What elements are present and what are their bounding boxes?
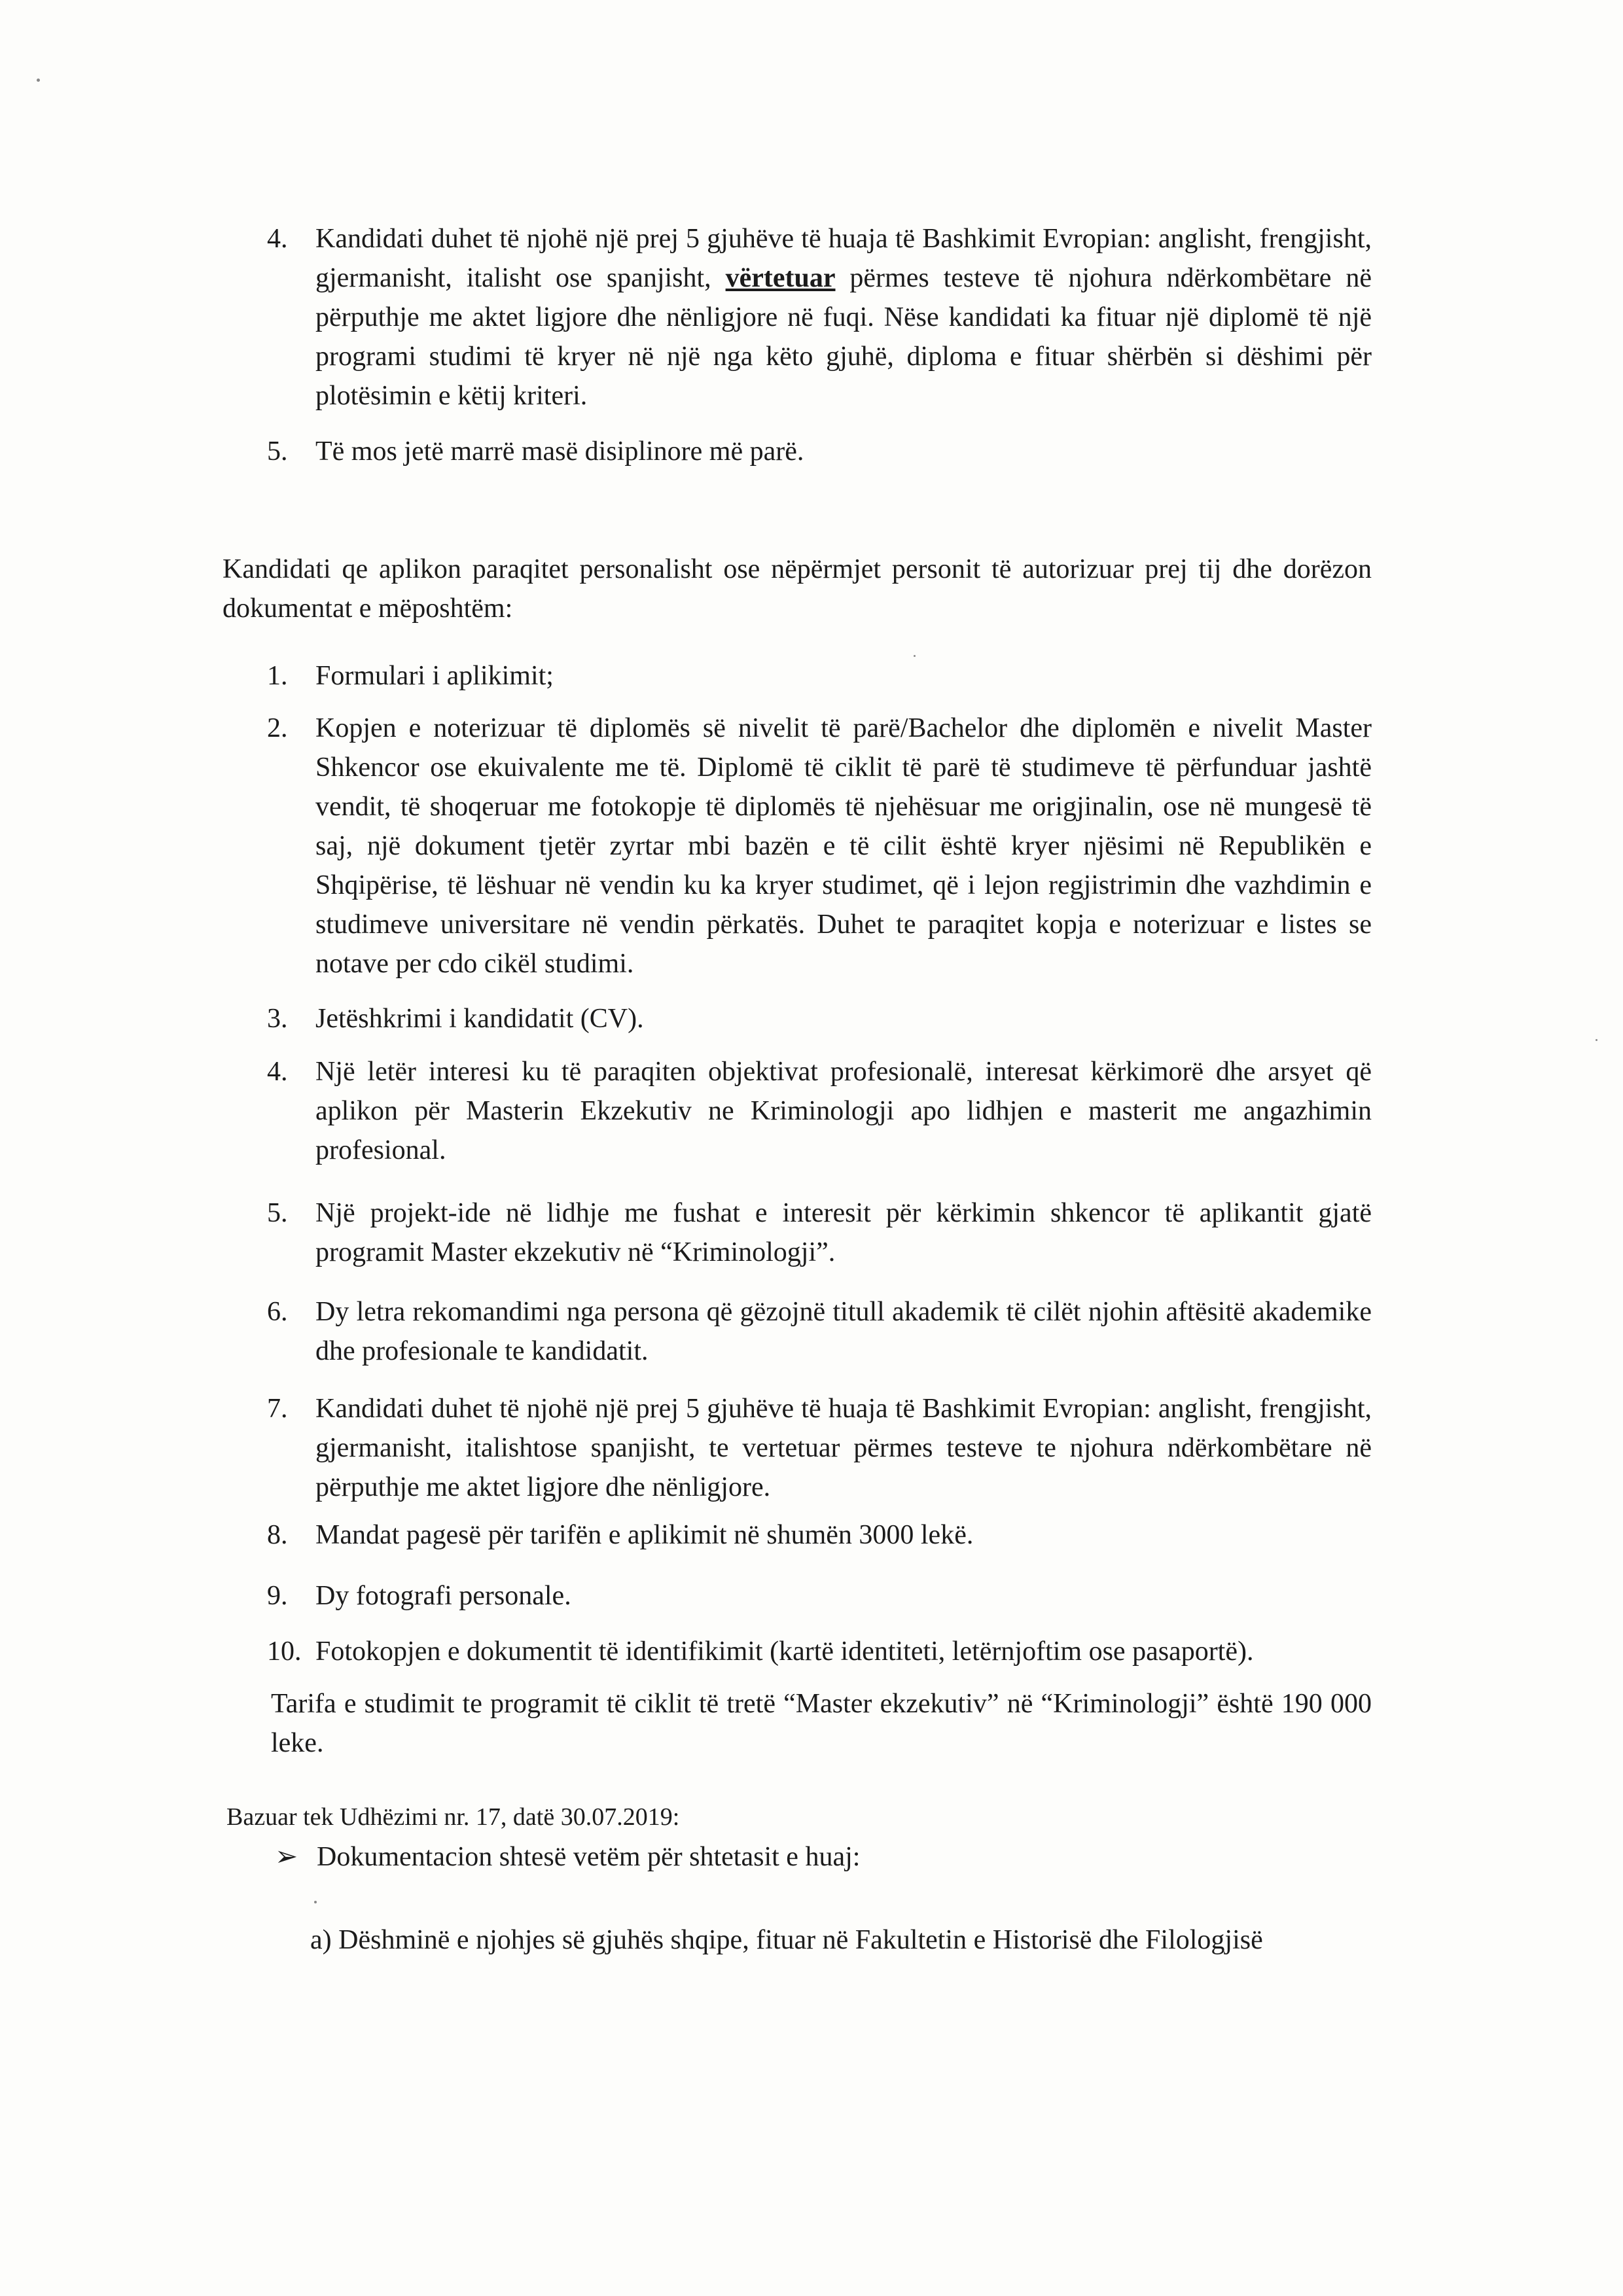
requirement-item-4	[267, 219, 1372, 415]
arrow-bullet-icon: ➢	[275, 1842, 298, 1872]
item-text: Formulari i aplikimit;	[315, 661, 554, 691]
item-number: 5.	[267, 436, 288, 467]
item-number: 6.	[267, 1297, 288, 1327]
bullet-item	[275, 1837, 1372, 1877]
item-text-start: Kandidati duhet të njohë një prej 5 gjuhëve të huaja të Bashkimit Evropian: anglisht, frengjisht, gjermanisht, italisht ose spanjisht,	[315, 224, 1372, 293]
item-text: Mandat pagesë për tarifën e aplikimit në shumën 3000 lekë.	[315, 1520, 974, 1550]
document-item-3	[267, 999, 1372, 1038]
item-text: Një letër interesi ku të paraqiten objektivat profesionalë, interesat kërkimorë dhe arsyet që aplikon për Masterin Ekzekutiv ne Kriminologji apo lidhjen e masterit me angazhimin profesional.	[315, 1057, 1372, 1165]
basis-line: Bazuar tek Udhëzimi nr. 17, datë 30.07.2019:	[226, 1803, 680, 1831]
item-number: 7.	[267, 1394, 288, 1424]
item-number: 9.	[267, 1581, 288, 1611]
document-item-7	[267, 1389, 1372, 1507]
item-number: 4.	[267, 1057, 288, 1087]
item-number: 1.	[267, 661, 288, 691]
document-item-5	[267, 1193, 1372, 1272]
tuition-paragraph: Tarifa e studimit te programit të ciklit të tretë “Master ekzekutiv” në “Kriminologji” është 190 000 leke.	[271, 1689, 1372, 1758]
item-text: Jetëshkrimi i kandidatit (CV).	[315, 1004, 644, 1034]
item-number: 3.	[267, 1004, 288, 1034]
item-text-end: përmes testeve të njohura ndërkombëtare në përputhje me aktet ligjore dhe nënligjore në fuqi. Nëse kandidati ka fituar një diplomë të një programi studimi të kryer në një nga këto gjuhë, diploma e fituar shërbën si dëshimi për plotësimin e këtij kriteri.	[315, 263, 1372, 411]
document-item-2	[267, 709, 1372, 983]
item-number: 2.	[267, 713, 288, 743]
intro-paragraph: Kandidati qe aplikon paraqitet personalisht ose nëpërmjet personit të autorizuar prej tij dhe dorëzon dokumentat e mëposhtëm:	[223, 554, 1372, 624]
item-number: 8.	[267, 1520, 288, 1550]
item-number: 4.	[267, 224, 288, 254]
bullet-text: Dokumentacion shtesë vetëm për shtetasit e huaj:	[317, 1842, 861, 1872]
document-item-9	[267, 1576, 1372, 1616]
item-text: Kopjen e noterizuar të diplomës së nivelit të parë/Bachelor dhe diplomën e nivelit Master Shkencor ose ekuivalente me të. Diplomë të ciklit të parë të studimeve të përfunduar jashtë vendit, të shoqeruar me fotokopje të diplomës të njehësuar me origjinalin, ose në mungesë të saj, një dokument tjetër zyrtar mbi bazën e të cilit është kryer njësimi në Republikën e Shqipërise, të lëshuar në vendin ku ka kryer studimet, që i lejon regjistrimin dhe vazhdimin e studimeve universitare në vendin përkatës. Duhet te paraqitet kopja e noterizuar e listes se notave per cdo cikël studimi.	[315, 713, 1372, 979]
scan-speck	[1596, 1039, 1597, 1041]
scan-speck	[314, 1901, 317, 1903]
scan-speck	[37, 79, 40, 82]
document-item-4	[267, 1052, 1372, 1170]
item-text: Të mos jetë marrë masë disiplinore më parë.	[315, 436, 804, 467]
document-item-1	[267, 656, 1372, 696]
item-text: Dy fotografi personale.	[315, 1581, 571, 1611]
document-item-10	[267, 1632, 1372, 1671]
requirement-item-5	[267, 432, 1372, 471]
document-item-6	[267, 1292, 1372, 1371]
item-text: Dy letra rekomandimi nga persona që gëzojnë titull akademik të cilët njohin aftësitë akademike dhe profesionale te kandidatit.	[315, 1297, 1372, 1366]
item-text: Fotokopjen e dokumentit të identifikimit (kartë identiteti, letërnjoftim ose pasaportë).	[315, 1636, 1254, 1667]
item-text: Kandidati duhet të njohë një prej 5 gjuhëve të huaja të Bashkimit Evropian: anglisht, frengjisht, gjermanisht, italishtose spanjisht, te vertetuar përmes testeve te njohura ndërkombëtare në përputhje me aktet ligjore dhe nënligjore.	[315, 1394, 1372, 1502]
item-number: 5.	[267, 1198, 288, 1228]
sub-item-a: a) Dëshminë e njohjes së gjuhës shqipe, fituar në Fakultetin e Historisë dhe Filologjisë	[310, 1925, 1263, 1955]
item-number: 10.	[267, 1636, 302, 1667]
document-item-8	[267, 1515, 1372, 1555]
scan-speck	[914, 655, 916, 657]
item-text: Një projekt-ide në lidhje me fushat e interesit për kërkimin shkencor të aplikantit gjatë programit Master ekzekutiv në “Kriminologji”.	[315, 1198, 1372, 1267]
emphasized-word: vërtetuar	[725, 263, 836, 293]
